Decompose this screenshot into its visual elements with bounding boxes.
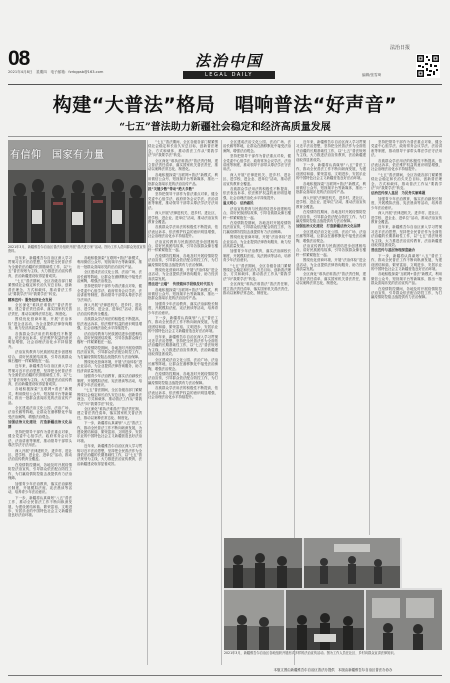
paragraph: 围绕优化营商环境，开展“法治体检”进企业活动，为企业提供法律咨询服务，助力经济高质量发展。 <box>223 235 291 248</box>
photo-legal-lecture <box>286 590 364 650</box>
paragraph: 各族群众学法用法的积极性不断提高，依法表达诉求、依法维护权益的意识明显增强，社会治理法治化水平持续提升。 <box>148 225 218 239</box>
paragraph: 围绕优化营商环境，开展“法治体检”进企业活动，为企业提供法律咨询服务，助力经济高质量发展。 <box>296 258 366 271</box>
paragraph: 近年来，新疆维吾尔自治区深入学习贯彻习近平法治思想，坚持把全民普法作为全面依法治疆的长期基础性工作，以“七五”普法规划为主线，大力推进法治宣传教育，法治新疆建设取得显著成效。 <box>371 225 442 247</box>
paragraph: 加强青少年法治教育，落实法治副校长制度，开展模拟法庭、宪法晨读等活动，培养青少年法治意识。 <box>371 196 442 210</box>
paragraph: 各地积极探索“互联网+普法”新模式，利用微信公众号、短视频平台等新媒体，推出一批群众喜闻乐见的法治宣传产品。 <box>296 181 366 195</box>
text-column-1 <box>8 256 72 671</box>
headline-rule <box>8 136 442 137</box>
masthead-logo <box>183 52 275 82</box>
paragraph: 坚持把领导干部作为普法重点对象，健全党委中心组学法、政府常务会议学法、法治讲座等制度，推动领导干部带头尊法学法守法用法。 <box>77 284 142 302</box>
photo-exhibition <box>366 590 442 650</box>
paragraph: 坚持把领导干部作为普法重点对象，健全党委中心组学法、政府常务会议学法、法治讲座等制度，推动领导干部带头尊法学法守法用法。 <box>148 192 218 210</box>
paragraph: 下一步，新疆将认真谋划“八五”普法工作，推动全民普法工作不断向纵深发展，为建设团结和谐、繁荣富裕、文明进步、安居乐业的中国特色社会主义新疆营造良好法治环境。 <box>371 253 442 271</box>
paragraph: 各地积极探索“互联网+普法”新模式，利用微信公众号、短视频平台等新媒体，推出一批群众喜闻乐见的法治宣传产品。 <box>148 172 218 186</box>
paragraph: 全区深化“谁执法谁普法”普法责任制，建立普法责任清单，落实国家机关普法责任，推动以案释法常态化、制度化。 <box>8 303 72 316</box>
photo-banner-text: 有信仰 国家有力量 <box>10 150 105 161</box>
text-column-5 <box>296 140 366 535</box>
paragraph: 法治宣传教育与民族团结进步创建相结合，讲好民族团结故事，引导各族群众像石榴籽一样紧紧抱在一起。 <box>77 331 142 345</box>
paragraph: 加强青少年法治教育，落实法治副校长制度，开展模拟法庭、宪法晨读等活动，培养青少年法治意识。 <box>77 374 142 387</box>
paragraph: 深入开展“法律进机关、进乡村、进社区、进学校、进企业、进单位”活动，推动法治宣传教育全覆盖。 <box>8 448 72 462</box>
photo-collage-caption: 2021年3月，新疆维吾尔自治区各地组织开展形式多样的法治宣传活动。图为工作人员在社区、乡村向群众宣讲法律知识。 <box>224 651 397 655</box>
paragraph: 坚持把领导干部作为普法重点对象，健全党委中心组学法、政府常务会议学法、法治讲座等制度，推动领导干部带头尊法学法守法用法。 <box>223 154 291 172</box>
brand-small: 法治日报 <box>390 45 411 51</box>
paragraph: 下一步，新疆将认真谋划“八五”普法工作，推动全民普法工作不断向纵深发展，为建设团结和谐、繁荣富裕、文明进步、安居乐业的中国特色社会主义新疆营造良好法治环境。 <box>296 163 366 181</box>
paragraph: 近年来，新疆维吾尔自治区深入学习贯彻习近平法治思想，坚持把全民普法作为全面依法治疆的长期基础性工作，以“七五”普法规划为主线，大力推进法治宣传教育，法治新疆建设取得显著成效。 <box>8 364 72 386</box>
column-divider <box>147 140 148 665</box>
section-subtitle: 加强法治文化建设 打造新疆法治文化品牌 <box>296 224 361 229</box>
page-number: 08 <box>8 47 30 70</box>
page-footer: 本版文图由新疆维吾尔自治区普法办提供 本版由新疆维吾尔自治区普法办协办 <box>273 668 393 672</box>
paragraph: 近年来，新疆维吾尔自治区深入学习贯彻习近平法治思想，坚持把全民普法作为全面依法治疆的长期基础性工作，以“七五”普法规划为主线，大力推进法治宣传教育，法治新疆建设取得显著成效。 <box>296 140 366 162</box>
text-column-2 <box>77 256 142 671</box>
paragraph: 在疫情防控期间，各地及时开展疫情防控法治宣传，引导群众依法配合防控工作，为打赢疫情防控阻击战提供有力法治保障。 <box>148 253 218 267</box>
section-subtitle: 加强法治文化建设 打造新疆法治文化品牌 <box>8 420 72 429</box>
section-subtitle: 温文明心 法治惠民 <box>223 201 254 206</box>
paragraph: 在疫情防控期间，各地及时开展疫情防控法治宣传，引导群众依法配合防控工作，为打赢疫情防控阻击战提供有力法治保障。 <box>148 371 218 385</box>
section-subtitle: 普法宣传与基层治理深度融合 <box>371 248 416 253</box>
paragraph: 各族群众学法用法的积极性不断提高，依法表达诉求、依法维护权益的意识明显增强，社会治理法治化水平持续提升。 <box>223 187 291 200</box>
paragraph: 下一步，新疆将认真谋划“八五”普法工作，推动全民普法工作不断向纵深发展，为建设团结和谐、繁荣富裕、文明进步、安居乐业的中国特色社会主义新疆营造良好法治环境。 <box>77 421 142 443</box>
paragraph: 全区深化“谁执法谁普法”普法责任制，建立普法责任清单，落实国家机关普法责任，推动以案释法常态化、制度化。 <box>223 282 291 295</box>
text-column-6 <box>371 140 442 535</box>
paragraph: 加强青少年法治教育，落实法治副校长制度，开展模拟法庭、宪法晨读等活动，培养青少年法治意识。 <box>148 301 218 315</box>
paragraph: 近年来，新疆维吾尔自治区深入学习贯彻习近平法治思想，坚持把全民普法作为全面依法治疆的长期基础性工作，以“七五”普法规划为主线，大力推进法治宣传教育，法治新疆建设取得显著成效。 <box>8 256 72 278</box>
paragraph: 全区建成法治文化公园、法治广场、法治长廊等阵地，让群众在潜移默化中接受法治熏陶，增强法治观念。 <box>8 406 72 419</box>
column-divider <box>221 140 222 665</box>
paragraph: 在疫情防控期间，各地及时开展疫情防控法治宣传，引导群众依法配合防控工作，为打赢疫情防控阻击战提供有力法治保障。 <box>371 286 442 300</box>
text-column-3 <box>148 140 218 660</box>
paragraph: 在疫情防控期间，各地及时开展疫情防控法治宣传，引导群众依法配合防控工作，为打赢疫情防控阻击战提供有力法治保障。 <box>296 210 366 223</box>
paragraph: 全区建成法治文化公园、法治广场、法治长廊等阵地，让群众在潜移默化中接受法治熏陶，增强法治观念。 <box>296 229 366 243</box>
paragraph: “七五”普法期间，全区各级各部门紧紧围绕社会稳定和长治久安总目标，创新普法理念、方式和载体，推动普法工作从“要我学法”向“我要学法”转变。 <box>148 140 218 158</box>
paragraph: 各族群众学法用法的积极性不断提高，依法表达诉求、依法维护权益的意识明显增强，社会治理法治化水平持续提升。 <box>8 331 72 349</box>
paragraph: 深入开展“法律进机关、进乡村、进社区、进学校、进企业、进单位”活动，推动法治宣传教育全覆盖。 <box>296 195 366 209</box>
paragraph: 法治宣传教育与民族团结进步创建相结合，讲好民族团结故事，引导各族群众像石榴籽一样紧紧抱在一起。 <box>296 243 366 257</box>
paragraph: 在疫情防控期间，各地及时开展疫情防控法治宣传，引导群众依法配合防控工作，为打赢疫情防控阻击战提供有力法治保障。 <box>77 345 142 359</box>
paragraph: 全区建成法治文化公园、法治广场、法治长廊等阵地，让群众在潜移默化中接受法治熏陶，增强法治观念。 <box>223 140 291 153</box>
paragraph: 法治宣传教育与民族团结进步创建相结合，讲好民族团结故事，引导各族群众像石榴籽一样紧紧抱在一起。 <box>148 239 218 253</box>
photo-street-activity <box>304 538 400 588</box>
paragraph: 全区建成法治文化公园、法治广场、法治长廊等阵地，让群众在潜移默化中接受法治熏陶，增强法治观念。 <box>77 270 142 284</box>
photo-outreach-crowd <box>8 140 146 243</box>
paragraph: 加强青少年法治教育，落实法治副校长制度，开展模拟法庭、宪法晨读等活动，培养青少年法治意识。 <box>8 481 72 495</box>
footer-rule <box>8 675 442 676</box>
paragraph: 深入开展“法律进机关、进乡村、进社区、进学校、进企业、进单位”活动，推动法治宣传教育全覆盖。 <box>223 172 291 186</box>
paragraph: 全区深化“谁执法谁普法”普法责任制，建立普法责任清单，落实国家机关普法责任，推动以案释法常态化、制度化。 <box>148 158 218 172</box>
column-divider <box>369 140 370 535</box>
paragraph: 各地积极探索“互联网+普法”新模式，利用微信公众号、短视频平台等新媒体，推出一批群众喜闻乐见的法治宣传产品。 <box>371 272 442 286</box>
paragraph: 深入开展“法律进机关、进乡村、进社区、进学校、进企业、进单位”活动，推动法治宣传教育全覆盖。 <box>148 211 218 224</box>
paragraph: 加强青少年法治教育，落实法治副校长制度，开展模拟法庭、宪法晨读等活动，培养青少年法治意识。 <box>223 249 291 263</box>
paragraph: 近年来，新疆维吾尔自治区深入学习贯彻习近平法治思想，坚持把全民普法作为全面依法治疆的长期基础性工作，以“七五”普法规划为主线，大力推进法治宣传教育，法治新疆建设取得显著成效。 <box>148 334 218 357</box>
paragraph: 坚持把领导干部作为普法重点对象，健全党委中心组学法、政府常务会议学法、法治讲座等制度，推动领导干部带头尊法学法守法用法。 <box>8 430 72 448</box>
paragraph: 围绕优化营商环境，开展“法治体检”进企业活动，为企业提供法律咨询服务，助力经济高质量发展。 <box>8 317 72 331</box>
dateline: 2021年4月8日 星期四 电子邮箱：fzrbgpsb@163.com <box>8 70 104 74</box>
paragraph: “七五”普法期间，全区各级各部门紧紧围绕社会稳定和长治久安总目标，创新普法理念、方式和载体，推动普法工作从“要我学法”向“我要学法”转变。 <box>371 172 442 191</box>
masthead-rule <box>8 84 442 85</box>
section-subtitle: 抓“关键少数”带动“绝大多数” <box>148 187 195 192</box>
paragraph: “七五”普法期间，全区各级各部门紧紧围绕社会稳定和长治久安总目标，创新普法理念、方式和载体，推动普法工作从“要我学法”向“我要学法”转变。 <box>8 279 72 297</box>
sub-headline: “七五”普法助力新疆社会稳定和经济高质量发展 <box>119 122 331 133</box>
paragraph: 围绕优化营商环境，开展“法治体检”进企业活动，为企业提供法律咨询服务，助力经济高质量发展。 <box>77 359 142 373</box>
paragraph: 下一步，新疆将认真谋划“八五”普法工作，推动全民普法工作不断向纵深发展，为建设团结和谐、繁荣富裕、文明进步、安居乐业的中国特色社会主义新疆营造良好法治环境。 <box>148 316 218 334</box>
paragraph: 各族群众学法用法的积极性不断提高，依法表达诉求、依法维护权益的意识明显增强，社会治理法治化水平持续提升。 <box>77 317 142 331</box>
paragraph: 各地积极探索“互联网+普法”新模式，利用微信公众号、短视频平台等新媒体，推出一批群众喜闻乐见的法治宣传产品。 <box>148 287 218 301</box>
paragraph: 各地积极探索“互联网+普法”新模式，利用微信公众号、短视频平台等新媒体，推出一批群众喜闻乐见的法治宣传产品。 <box>77 256 142 269</box>
paragraph: “七五”普法期间，全区各级各部门紧紧围绕社会稳定和长治久安总目标，创新普法理念、方式和载体，推动普法工作从“要我学法”向“我要学法”转变。 <box>77 388 142 406</box>
paragraph: “七五”普法期间，全区各级各部门紧紧围绕社会稳定和长治久安总目标，创新普法理念、方式和载体，推动普法工作从“要我学法”向“我要学法”转变。 <box>223 263 291 281</box>
section-subtitle: 普法进“云端” 传统载体手段焕发时代活力 <box>148 282 214 287</box>
paragraph: 深入开展“法律进机关、进乡村、进社区、进学校、进企业、进单位”活动，推动法治宣传教育全覆盖。 <box>371 211 442 224</box>
paragraph: 下一步，新疆将认真谋划“八五”普法工作，推动全民普法工作不断向纵深发展，为建设团结和谐、繁荣富裕、文明进步、安居乐业的中国特色社会主义新疆营造良好法治环境。 <box>8 495 72 518</box>
paragraph: 法治宣传教育与民族团结进步创建相结合，讲好民族团结故事，引导各族群众像石榴籽一样紧紧抱在一起。 <box>223 206 291 220</box>
photo-collage <box>224 538 442 650</box>
paragraph: 各族群众学法用法的积极性不断提高，依法表达诉求、依法维护权益的意识明显增强，社会治理法治化水平持续提升。 <box>148 386 218 399</box>
qr-code-icon <box>416 54 440 78</box>
main-headline: 构建“大普法”格局 唱响普法“好声音” <box>52 94 398 116</box>
photo1-caption: 2021年3月，新疆维吾尔自治区普法办组织开展“普法进万家”活动。图为工作人员向群众发放宣传资料。 <box>8 245 146 253</box>
section-subtitle: 法治宣传深入基层 为民务实解难题 <box>371 191 426 196</box>
paragraph: 在疫情防控期间，各地及时开展疫情防控法治宣传，引导群众依法配合防控工作，为打赢疫情防控阻击战提供有力法治保障。 <box>223 220 291 234</box>
paragraph: 法治宣传教育与民族团结进步创建相结合，讲好民族团结故事，引导各族群众像石榴籽一样紧紧抱在一起。 <box>8 350 72 363</box>
paragraph: 围绕优化营商环境，开展“法治体检”进企业活动，为企业提供法律咨询服务，助力经济高质量发展。 <box>148 267 218 281</box>
paragraph: 深入开展“法律进机关、进乡村、进社区、进学校、进企业、进单位”活动，推动法治宣传教育全覆盖。 <box>77 303 142 316</box>
paragraph: 在疫情防控期间，各地及时开展疫情防控法治宣传，引导群众依法配合防控工作，为打赢疫情防控阻击战提供有力法治保障。 <box>8 462 72 481</box>
editor-credit: 编辑/张雪琦 <box>362 73 382 77</box>
newspaper-name-en: LEGAL DAILY <box>183 71 275 79</box>
paragraph: 坚持把领导干部作为普法重点对象，健全党委中心组学法、政府常务会议学法、法治讲座等制度，推动领导干部带头尊法学法守法用法。 <box>371 140 442 158</box>
photo-caption-box <box>402 538 442 588</box>
paragraph: 近年来，新疆维吾尔自治区深入学习贯彻习近平法治思想，坚持把全民普法作为全面依法治疆的长期基础性工作，以“七五”普法规划为主线，大力推进法治宣传教育，法治新疆建设取得显著成效。 <box>77 444 142 466</box>
paragraph: 全区建成法治文化公园、法治广场、法治长廊等阵地，让群众在潜移默化中接受法治熏陶，增强法治观念。 <box>148 357 218 371</box>
photo-village-visit <box>224 590 284 650</box>
photo-community-talk <box>224 538 302 588</box>
paragraph: 全区深化“谁执法谁普法”普法责任制，建立普法责任清单，落实国家机关普法责任，推动以案释法常态化、制度化。 <box>77 407 142 420</box>
paragraph: 各族群众学法用法的积极性不断提高，依法表达诉求、依法维护权益的意识明显增强，社会治理法治化水平持续提升。 <box>371 158 442 172</box>
paragraph: 全区深化“谁执法谁普法”普法责任制，建立普法责任清单，落实国家机关普法责任，推动以案释法常态化、制度化。 <box>296 272 366 286</box>
section-subtitle: 精准宣传：服务经济社会发展 <box>8 297 53 302</box>
newspaper-name: 法治中国 <box>194 52 263 70</box>
paragraph: 各地积极探索“互联网+普法”新模式，利用微信公众号、短视频平台等新媒体，推出一批群众喜闻乐见的法治宣传产品。 <box>8 387 72 405</box>
